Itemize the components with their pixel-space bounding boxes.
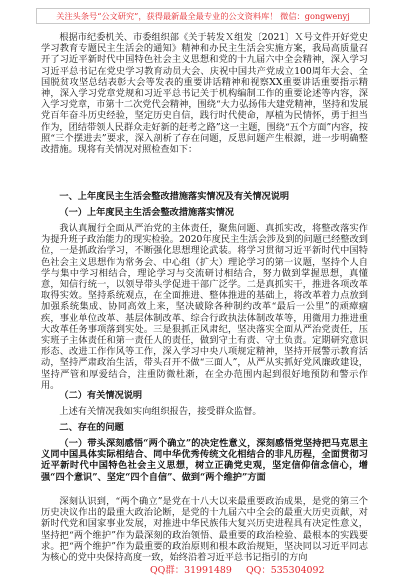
section-2-sub-1-heading: （一）带头深刻感悟“两个确立”的决定性意义，深刻感悟党坚持把马克思主义同中国具体实际相结合、同中华优秀传统文化相结合的非凡历程，全面贯彻习近平新时代中国特色社会主义思想，树立正确党史观，坚定信仰信念信心，增强“四个意识”、坚定“四个自信”、做到“两个维护”方面 — [41, 438, 368, 483]
section-2-sub-1-body: 深刻认识到，“两个确立”是党在十八大以来最重要政治成果，是党的第三个历史决议作出的最重大政治论断，是党的十九届六中全会的最重大历史贡献，对新时代党和国家事业发展，对推进中华民族伟大复兴历史进程具有决定性意义，坚持把“两个维护”作为最深刻的政治领悟、最重要的政治检验、最根本的实践要求。把“两个维护”作为最重要的政治原则和根本政治规矩，坚决同以习近平同志为核心的党中央保持高度一致，始终沿着习近平总书记指引的方向 — [41, 496, 368, 564]
promo-banner-text: 关注头条号“公文研究”，获得最新最全最专业的公文资料库！ 微信：gongwenyj — [56, 11, 350, 21]
section-1-sub-2-heading: （二）有关情况说明 — [59, 390, 143, 401]
section-1-heading: 一、上年度民主生活会整改措施落实情况及有关情况说明 — [59, 191, 290, 202]
section-1-sub-1-heading: （一）上年度民主生活会整改措施落实情况 — [59, 207, 234, 218]
promo-banner — [36, 8, 370, 24]
footer-qq-group: QQ群：31991489 — [150, 565, 232, 576]
section-1-sub-2-body: 上述有关情况我如实向组织报告，接受群众监督。 — [59, 406, 262, 417]
section-2-heading: 二、存在的问题 — [59, 422, 124, 433]
intro-paragraph: 根据市纪委机关、市委组织部《关于转发Ｘ组发〔2021〕Ｘ号文件开好党史学习教育专题民主生活会的通知》精神和办民主生活会实施方案，我局高质量召开了习近平新时代中国特色社会主义思想和党的十九届六中全会精神，深入学习习近平总书记在党史学习教育动员大会、庆祝中国共产党成立100周年大会、全国脱贫攻坚总结表彰大会等发表的重要讲话精神和视察XX重要讲话重要指示精神，深入学习党章党规和习近平总书记关于机构编制工作的重要论述等内容，深入学习党章，市第十二次党代会精神，围绕“大力弘扬伟大建党精神，坚持和发展党百年奋斗历史经验，坚定历史自信，践行时代使命，厚植为民情怀，勇于担当作为，团结带领人民群众走好新的赶考之路”这一主题，围绕“五个方面”内容，按照“三个摆进去”要求，深入剖析了存在问题，反思问题产生根源，进一步明确整改措施。现将有关情况对照检查如下： — [41, 32, 368, 156]
footer-qq: QQ：535304092 — [246, 565, 325, 576]
section-1-sub-1-body: 我认真履行全面从严治党的主体责任，聚焦问题、真抓实改，将整改落实作为提升班子政治能力的现实检验。2020年度民主生活会涉及到的问题已经整改到位，一是抓政治学习，不断强化思想理论武装。将学习贯彻习近平新时代中国特色社会主义思想作为常务会、中心组（扩大）理论学习的第一议题，坚持个人自学与集中学习相结合，理论学习与交流研讨相结合，努力做到掌握思想，真懂意，知信行统一，以领导带头学促进干部广泛学。二是真抓实干，推进各项改革取得实效。坚持系统观点，在全面推进、整体推进的基础上，将改革着力点放到加强系统集成、协同高效上来，坚决破除各种制约改革“最后一公里”的顽瘴痼疾，事业单位改革、基层体制改革、综合行政执法体制改革等，用微用力推进重大改革任务事项落到实处。三是狠抓正风肃纪，坚决落实全面从严治党责任，压实班子主体责任和第一责任人的责任，做到守土有责、守土负责。定期研究意识形态、改进工作作风等工作，深入学习中央八项规定精神，坚持开展警示教育活动，坚持严肃政治生活，带头召开不做“三面人”，从严从实抓好党风廉政建设，坚持严管和厚爱结合，注重防微杜渐，在全办范围内起到很好地预防和警示作用。 — [41, 223, 368, 391]
